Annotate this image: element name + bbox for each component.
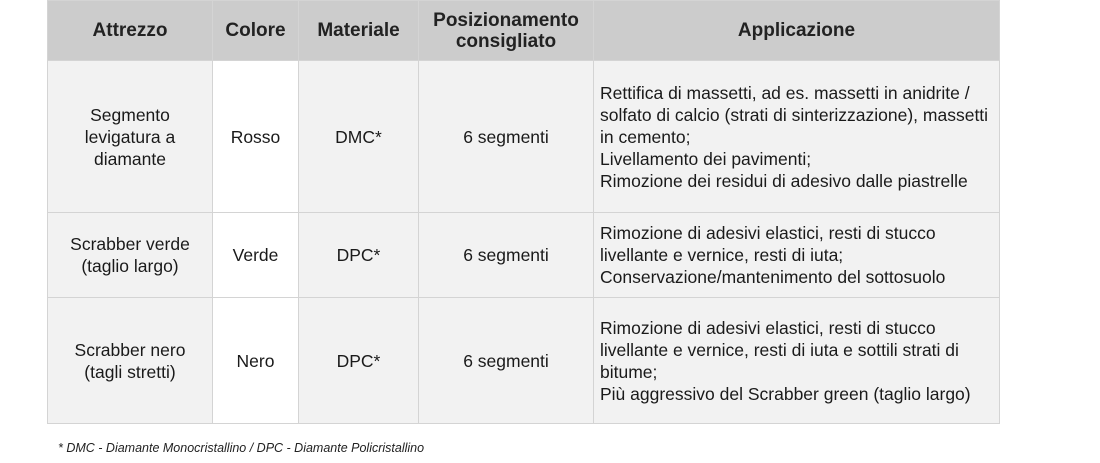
cell-materiale: DPC* bbox=[299, 298, 419, 424]
header-applicazione: Applicazione bbox=[594, 1, 1000, 61]
cell-applicazione bbox=[594, 61, 1000, 213]
header-attrezzo: Attrezzo bbox=[48, 1, 213, 61]
table-row bbox=[48, 213, 1000, 298]
cell-colore: Verde bbox=[213, 213, 299, 298]
cell-posizionamento: 6 segmenti bbox=[419, 61, 594, 213]
header-colore: Colore bbox=[213, 1, 299, 61]
applicazione-line: Rimozione di adesivi elastici, resti di stucco livellante e vernice, resti di iuta e sottili strati di bitume; bbox=[600, 317, 959, 382]
applicazione-line: Conservazione/mantenimento del sottosuolo bbox=[600, 267, 946, 287]
cell-applicazione bbox=[594, 298, 1000, 424]
header-posizionamento: Posizionamento consigliato bbox=[419, 1, 594, 61]
cell-posizionamento: 6 segmenti bbox=[419, 213, 594, 298]
table-row bbox=[48, 298, 1000, 424]
table-row bbox=[48, 61, 1000, 213]
applicazione-line: Livellamento dei pavimenti; bbox=[600, 148, 812, 169]
cell-applicazione bbox=[594, 213, 1000, 298]
cell-attrezzo: Segmento levigatura a diamante bbox=[48, 61, 213, 213]
cell-attrezzo: Scrabber verde (taglio largo) bbox=[48, 213, 213, 298]
cell-posizionamento: 6 segmenti bbox=[419, 298, 594, 424]
cell-colore: Rosso bbox=[213, 61, 299, 213]
cell-attrezzo: Scrabber nero (tagli stretti) bbox=[48, 298, 213, 424]
applicazione-line: Rimozione dei residui di adesivo dalle piastrelle bbox=[600, 170, 968, 191]
cell-materiale: DMC* bbox=[299, 61, 419, 213]
applicazione-line: Rettifica di massetti, ad es. massetti in anidrite / solfato di calcio (strati di sinterizzazione), massetti in cemento; bbox=[600, 82, 989, 147]
applicazione-line: Più aggressivo del Scrabber green (taglio largo) bbox=[600, 383, 971, 404]
tools-table bbox=[47, 0, 1000, 424]
table-header-row bbox=[48, 1, 1000, 61]
cell-materiale: DPC* bbox=[299, 213, 419, 298]
applicazione-line: Rimozione di adesivi elastici, resti di stucco livellante e vernice, resti di iuta; bbox=[600, 223, 936, 265]
footnote: * DMC - Diamante Monocristallino / DPC - Diamante Policristallino bbox=[58, 441, 425, 455]
header-materiale: Materiale bbox=[299, 1, 419, 61]
cell-colore: Nero bbox=[213, 298, 299, 424]
